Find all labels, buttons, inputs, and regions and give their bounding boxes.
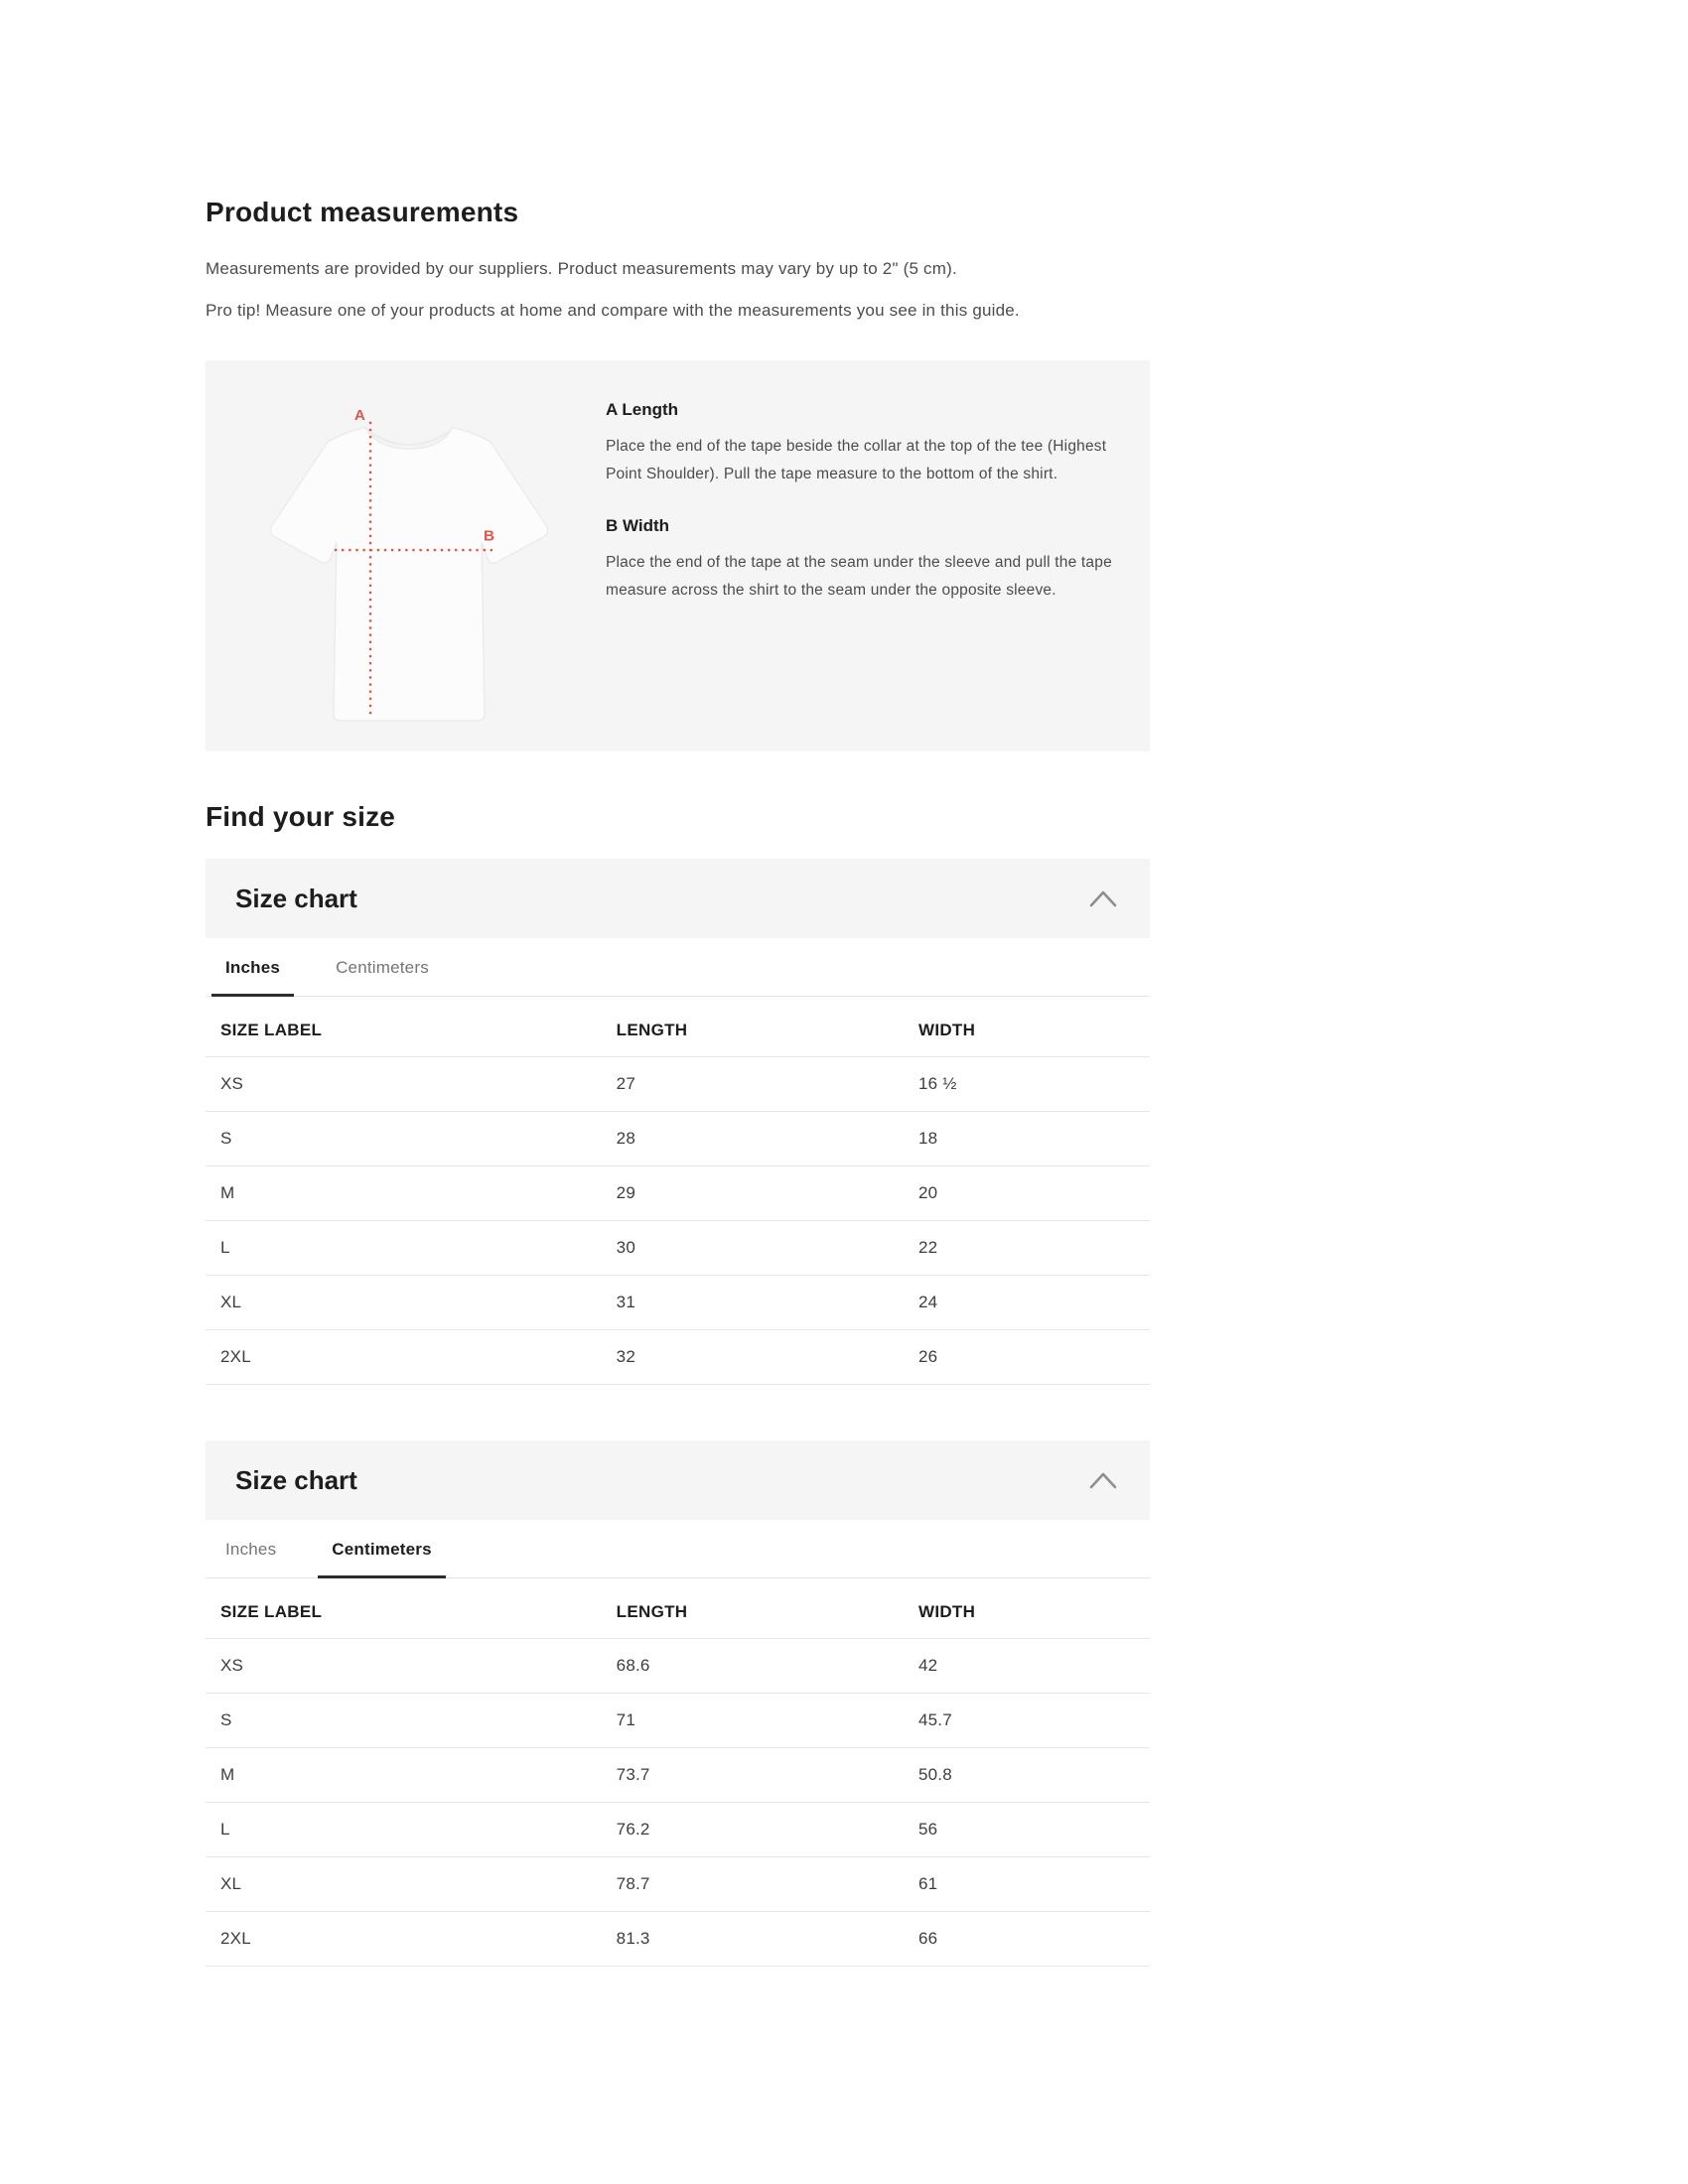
size-table bbox=[206, 997, 1150, 1385]
table-cell: L bbox=[220, 1238, 230, 1257]
table-cell: S bbox=[220, 1129, 232, 1148]
table-cell: 22 bbox=[917, 1238, 938, 1257]
size-chart-title: Size chart bbox=[235, 1464, 357, 1495]
size-chart-accordion-header[interactable] bbox=[206, 1440, 1150, 1520]
table-row bbox=[206, 1748, 1150, 1803]
column-header: WIDTH bbox=[917, 1021, 976, 1039]
table-cell: 29 bbox=[616, 1183, 635, 1202]
table-cell: 20 bbox=[917, 1183, 938, 1202]
tab-centimeters[interactable]: Centimeters bbox=[336, 958, 429, 977]
table-row bbox=[206, 1221, 1150, 1276]
table-cell: 27 bbox=[616, 1074, 635, 1093]
table-cell: 24 bbox=[917, 1293, 938, 1311]
table-row bbox=[206, 1639, 1150, 1694]
table-cell: 81.3 bbox=[616, 1929, 650, 1948]
size-chart-title: Size chart bbox=[235, 883, 357, 913]
table-cell: 71 bbox=[616, 1710, 635, 1729]
table-row bbox=[206, 1857, 1150, 1912]
table-cell: 26 bbox=[917, 1347, 938, 1366]
size-chart-accordion-header[interactable] bbox=[206, 859, 1150, 938]
table-row bbox=[206, 1912, 1150, 1967]
size-chart-section-inches bbox=[206, 859, 1150, 1385]
table-header-row bbox=[206, 997, 1150, 1057]
table-cell: 18 bbox=[917, 1129, 938, 1148]
table-cell: 76.2 bbox=[616, 1820, 650, 1839]
table-cell: 73.7 bbox=[616, 1765, 650, 1784]
unit-tabs bbox=[206, 1520, 1150, 1578]
table-row bbox=[206, 1330, 1150, 1385]
table-cell: 16 ½ bbox=[917, 1074, 957, 1093]
size-chart-section-centimeters bbox=[206, 1440, 1150, 1967]
marker-b-label: B bbox=[484, 527, 494, 545]
measurement-instructions bbox=[606, 400, 1114, 605]
column-header: WIDTH bbox=[917, 1602, 976, 1621]
column-header: LENGTH bbox=[616, 1021, 688, 1039]
width-instruction-title: B Width bbox=[606, 515, 670, 535]
table-row bbox=[206, 1276, 1150, 1330]
table-cell: 28 bbox=[616, 1129, 635, 1148]
table-cell: XL bbox=[220, 1293, 242, 1311]
width-instruction-description: Place the end of the tape at the seam under the sleeve and pull the tape measure across the shirt to the seam under the opposite sleeve. bbox=[606, 553, 1112, 599]
column-header: SIZE LABEL bbox=[220, 1021, 323, 1039]
table-cell: 32 bbox=[616, 1347, 635, 1366]
table-cell: M bbox=[220, 1765, 235, 1784]
table-row bbox=[206, 1057, 1150, 1112]
table-cell: 56 bbox=[917, 1820, 938, 1839]
chevron-up-icon[interactable] bbox=[1086, 887, 1120, 909]
table-cell: XS bbox=[220, 1656, 244, 1675]
table-cell: 68.6 bbox=[616, 1656, 650, 1675]
table-cell: 31 bbox=[616, 1293, 635, 1311]
length-instruction-description: Place the end of the tape beside the collar at the top of the tee (Highest Point Shoulder). Pull the tape measure to the bottom of the shirt. bbox=[606, 438, 1107, 482]
length-instruction-title: A Length bbox=[606, 400, 679, 419]
chevron-up-icon[interactable] bbox=[1086, 1469, 1120, 1491]
size-table bbox=[206, 1578, 1150, 1967]
tshirt-shape bbox=[270, 428, 547, 721]
table-cell: 2XL bbox=[220, 1929, 251, 1948]
intro-text-pro-tip: Pro tip! Measure one of your products at home and compare with the measurements you see in this guide. bbox=[206, 300, 1020, 320]
tab-centimeters[interactable]: Centimeters bbox=[318, 1534, 445, 1578]
product-measurements-page bbox=[206, 0, 1150, 1967]
table-cell: XL bbox=[220, 1874, 242, 1893]
width-instruction bbox=[606, 516, 1114, 605]
table-cell: 78.7 bbox=[616, 1874, 650, 1893]
unit-tabs bbox=[206, 938, 1150, 997]
page-title: Product measurements bbox=[206, 197, 519, 227]
table-row bbox=[206, 1694, 1150, 1748]
table-row bbox=[206, 1166, 1150, 1221]
table-cell: 61 bbox=[917, 1874, 938, 1893]
table-cell: S bbox=[220, 1710, 232, 1729]
table-cell: 45.7 bbox=[917, 1710, 952, 1729]
tshirt-diagram bbox=[257, 394, 559, 744]
measurement-guide-panel bbox=[206, 360, 1150, 751]
marker-a-label: A bbox=[353, 406, 365, 424]
table-cell: 2XL bbox=[220, 1347, 251, 1366]
table-cell: M bbox=[220, 1183, 235, 1202]
table-cell: L bbox=[220, 1820, 230, 1839]
table-cell: XS bbox=[220, 1074, 244, 1093]
table-cell: 50.8 bbox=[917, 1765, 952, 1784]
length-instruction bbox=[606, 400, 1114, 488]
table-cell: 42 bbox=[917, 1656, 938, 1675]
table-cell: 30 bbox=[616, 1238, 635, 1257]
column-header: LENGTH bbox=[616, 1602, 688, 1621]
table-cell: 66 bbox=[917, 1929, 938, 1948]
find-your-size-heading: Find your size bbox=[206, 801, 396, 832]
tab-inches[interactable]: Inches bbox=[225, 1540, 277, 1559]
table-row bbox=[206, 1112, 1150, 1166]
tab-inches[interactable]: Inches bbox=[211, 952, 294, 997]
intro-text-suppliers: Measurements are provided by our suppliers. Product measurements may vary by up to 2" (5 cm). bbox=[206, 259, 957, 278]
table-row bbox=[206, 1803, 1150, 1857]
column-header: SIZE LABEL bbox=[220, 1602, 323, 1621]
table-header-row bbox=[206, 1578, 1150, 1639]
